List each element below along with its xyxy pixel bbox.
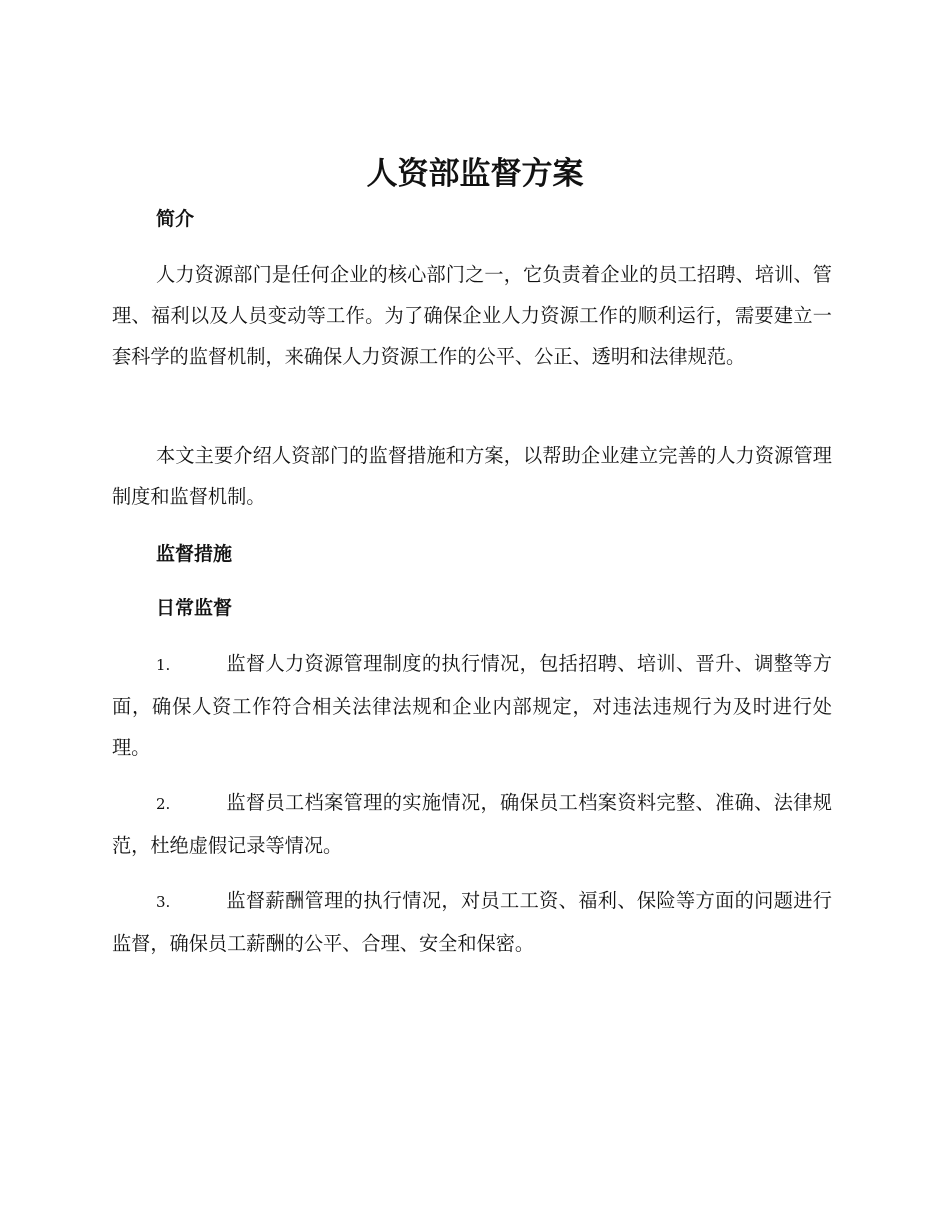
subsection-heading-daily: 日常监督	[156, 597, 233, 619]
intro-paragraph-1: 人力资源部门是任何企业的核心部门之一，它负责着企业的员工招聘、培训、管理、福利以及人员变动等工作。为了确保企业人力资源工作的顺利运行，需要建立一套科学的监督机制，来确保人力资源工作的公平、公正、透明和法律规范。	[112, 263, 832, 368]
document-title: 人资部监督方案	[366, 156, 584, 192]
list-item-number: 2.	[156, 795, 171, 813]
list-item	[112, 880, 832, 964]
section-heading-intro: 简介	[156, 208, 195, 230]
intro-paragraph-2: 本文主要介绍人资部门的监督措施和方案，以帮助企业建立完善的人力资源管理制度和监督机制。	[112, 444, 832, 508]
list-item-number: 3.	[156, 893, 171, 911]
list-item-text: 监督员工档案管理的实施情况，确保员工档案资料完整、准确、法律规范，杜绝虚假记录等情况。	[112, 791, 832, 857]
list-item-text: 监督人力资源管理制度的执行情况，包括招聘、培训、晋升、调整等方面，确保人资工作符合相关法律法规和企业内部规定，对违法违规行为及时进行处理。	[112, 652, 832, 759]
list-item	[112, 643, 832, 768]
list-item-number: 1.	[156, 656, 171, 674]
list-item	[112, 782, 832, 866]
section-heading-measures: 监督措施	[156, 543, 233, 565]
list-item-text: 监督薪酬管理的执行情况，对员工工资、福利、保险等方面的问题进行监督，确保员工薪酬的公平、合理、安全和保密。	[112, 889, 832, 955]
